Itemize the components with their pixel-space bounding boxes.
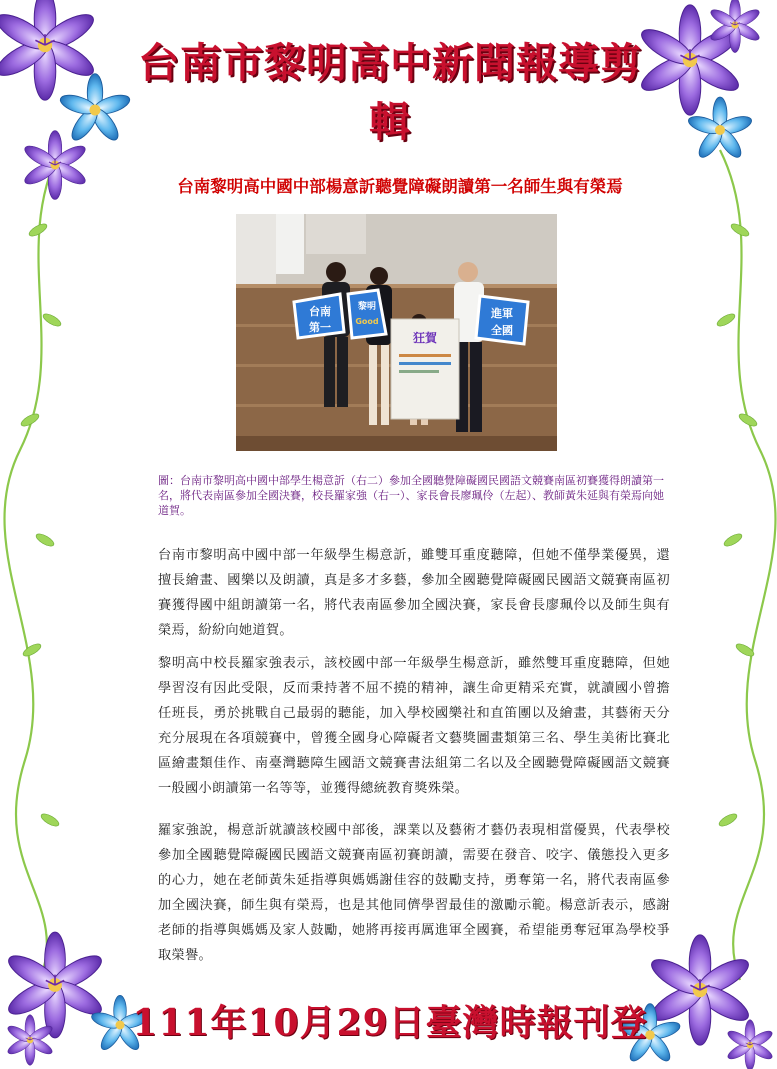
article-headline: 台南黎明高中國中部楊意訢聽覺障礙朗讀第一名師生與有榮焉 — [177, 177, 623, 196]
news-photo — [236, 214, 557, 451]
sign-right-line1: 進軍 — [491, 307, 513, 320]
sign-right-line2: 全國 — [491, 324, 513, 337]
sign-left-line1: 台南 — [309, 305, 331, 318]
photo-caption: 圖：台南市黎明高中國中部學生楊意訢（右二）參加全國聽覺障礙國民國語文競賽南區初賽獲得朗讀第一名，將代表南區參加全國決賽，校長羅家強（右一）、家長會長廖珮伶（左起）、教師黃朱延與有榮焉向她道賀。 — [158, 474, 664, 517]
photo-illustration — [236, 214, 557, 451]
sign-middle-line2: Good — [355, 317, 379, 326]
sign-left-line2: 第一 — [309, 321, 331, 334]
sign-middle-line1: 黎明 — [357, 302, 377, 312]
masthead-title: 台南市黎明高中新聞報導剪輯 — [138, 39, 642, 146]
publication-date-footer: 111年10月29日臺灣時報刊登 — [132, 1002, 648, 1044]
article-paragraph-1: 台南市黎明高中國中部一年級學生楊意訢，雖雙耳重度聽障，但她不僅學業優異，還擅長繪畫、國樂以及朗讀，真是多才多藝，參加全國聽覺障礙國民國語文競賽南區初賽獲得國中組朗讀第一名，將代表南區參加全國決賽，家長會長廖珮伶以及師生與有榮焉，紛紛向她道賀。 — [158, 548, 670, 638]
banner-text: 狂賀 — [412, 331, 438, 345]
article-paragraph-2: 黎明高中校長羅家強表示，該校國中部一年級學生楊意訢，雖然雙耳重度聽障，但她學習沒有因此受限，反而秉持著不屈不撓的精神，讓生命更精采充實，就讀國小曾擔任班長，勇於挑戰自己最弱的聽能，加入學校國樂社和直笛團以及繪畫，其藝術天分充分展現在各項競賽中，曾獲全國身心障礙者文藝獎圖畫類第三名、學生美術比賽北區繪畫類佳作、南臺灣聽障生國語文競賽書法組第二名以及全國聽覺障礙國語文競賽一般國小朗讀第一名等等，並獲得總統教育獎殊榮。 — [158, 656, 670, 796]
article-paragraph-3: 羅家強說，楊意訢就讀該校國中部後，課業以及藝術才藝仍表現相當優異，代表學校參加全國聽覺障礙國民國語文競賽南區初賽朗讀，需要在發音、咬字、儀態投入更多的心力，她在老師黃朱延指導與媽媽謝佳容的鼓勵支持，勇奪第一名，將代表南區參加全國決賽，師生與有榮焉，也是其他同儕學習最佳的激勵示範。楊意訢表示，感謝老師的指導與媽媽及家人鼓勵，她將再接再厲進軍全國賽，希望能勇奪冠軍為學校爭取榮譽。 — [158, 823, 670, 963]
